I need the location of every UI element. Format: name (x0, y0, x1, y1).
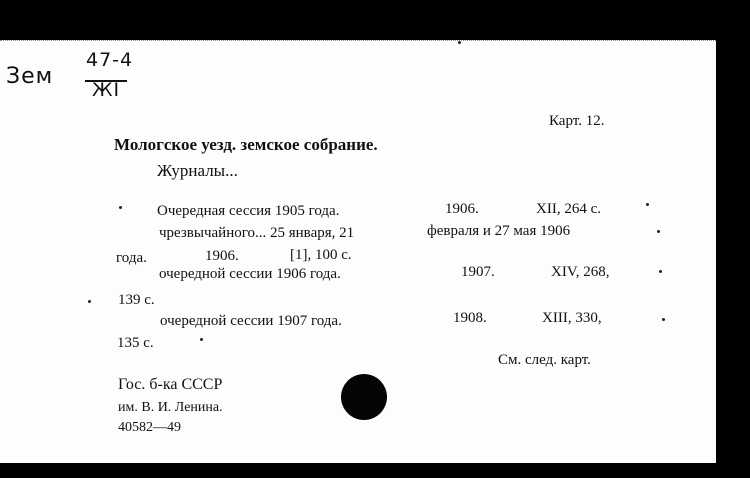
see-next-card: См. след. карт. (498, 352, 591, 368)
card-punch-hole (341, 374, 387, 420)
entry-2-year: 1906. (205, 248, 239, 264)
library-line-1: Гос. б-ка СССР (118, 376, 223, 393)
entry-2-title-cont: февраля и 27 мая 1906 (427, 223, 571, 239)
entry-4-line2: 135 с. (117, 335, 154, 351)
entry-2-line2: года. (116, 250, 147, 266)
speck (200, 338, 203, 341)
entry-3-line2: 139 с. (118, 292, 155, 308)
speck (88, 300, 91, 303)
card-title: Мологское уезд. земское собрание. (114, 135, 378, 154)
handwritten-numerator: 47-4 (86, 49, 134, 71)
speck (646, 203, 649, 206)
entry-4-year: 1908. (453, 310, 487, 326)
entry-1-title: Очередная сессия 1905 года. (157, 203, 340, 219)
entry-4-pages: XIII, 330, (542, 310, 602, 326)
entry-2-title: чрезвычайного... 25 января, 21 (159, 225, 355, 241)
handwritten-prefix: Зем (6, 64, 54, 89)
speck (657, 230, 660, 233)
speck (662, 318, 665, 321)
speck (458, 41, 461, 44)
library-line-3: 40582—49 (118, 420, 181, 435)
speck (119, 206, 122, 209)
speck (659, 270, 662, 273)
entry-3-pages: XIV, 268, (551, 264, 610, 280)
entry-1-year: 1906. (445, 201, 479, 217)
card-subtitle: Журналы... (157, 161, 238, 180)
card-number: Карт. 12. (549, 113, 605, 129)
entry-2-pages: [1], 100 с. (290, 247, 352, 263)
entry-1-pages: XII, 264 с. (536, 201, 601, 217)
catalog-card (0, 40, 716, 463)
entry-3-year: 1907. (461, 264, 495, 280)
handwritten-denominator: ЖI (92, 79, 121, 101)
entry-4-title: очередной сессии 1907 года. (160, 313, 342, 329)
library-line-2: им. В. И. Ленина. (118, 400, 223, 415)
entry-3-title: очередной сессии 1906 года. (159, 266, 341, 282)
